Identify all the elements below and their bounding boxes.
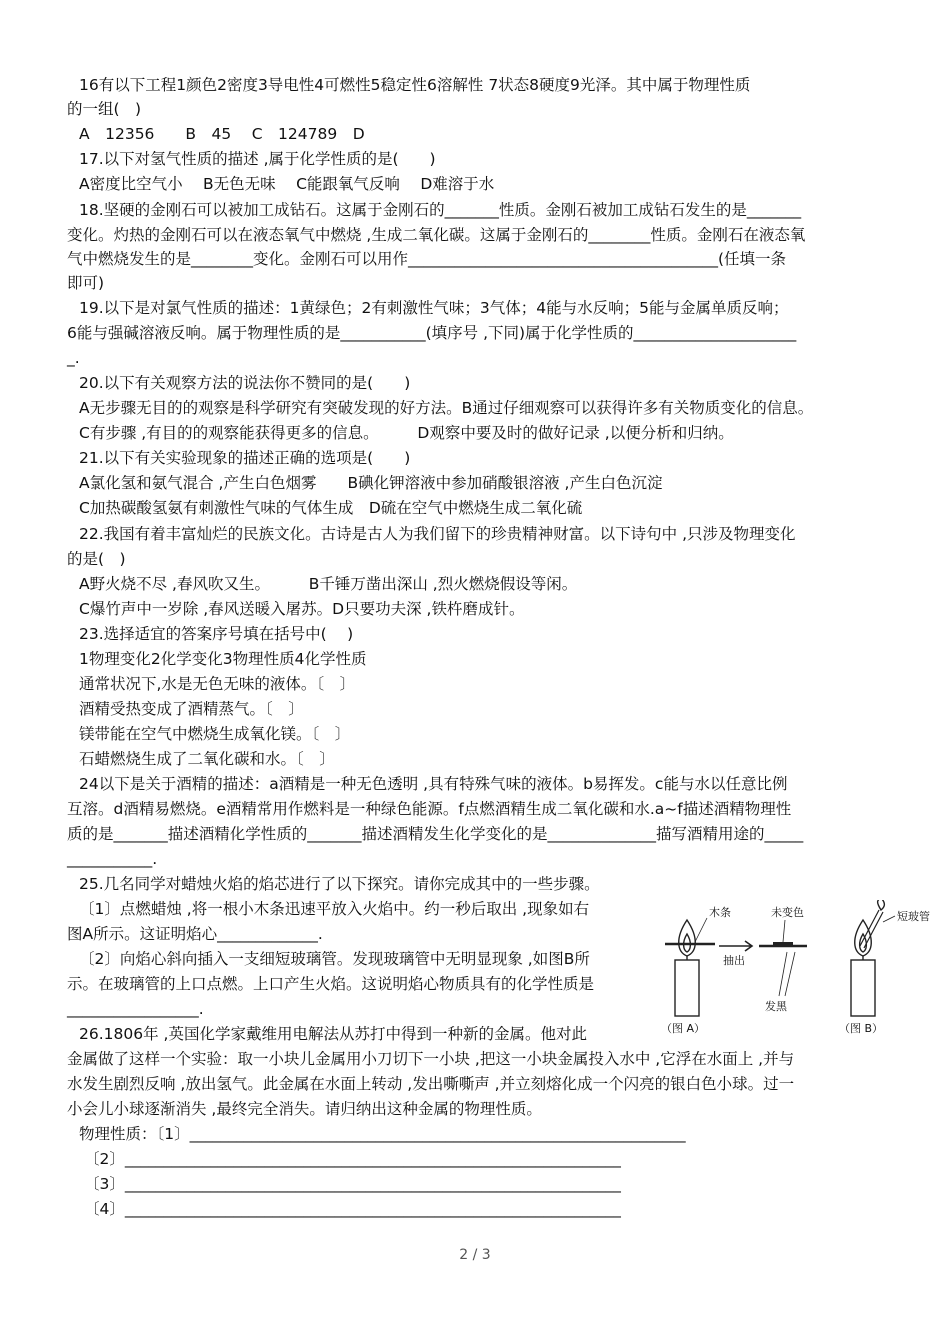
figure-b bbox=[839, 900, 930, 1035]
line-text: C加热碳酸氢氨有刺激性气味的气体生成 D硫在空气中燃烧生成二氧化硫 bbox=[79, 499, 583, 517]
page-number: 2 / 3 bbox=[459, 1247, 491, 1263]
line-text: 26.1806年 ,英国化学家戴维用电解法从苏打中得到一种新的金属。他对此 bbox=[79, 1025, 587, 1043]
line-text: 〔4〕________________________________________________________________ bbox=[84, 1200, 621, 1218]
label-wood: 木条 bbox=[709, 906, 731, 919]
tube-flame bbox=[878, 900, 885, 910]
line-text: 20.以下有关观察方法的说法你不赞同的是( ) bbox=[79, 374, 411, 392]
line-text: 〔3〕________________________________________________________________ bbox=[84, 1175, 621, 1193]
line-text: 质的是_______描述酒精化学性质的_______描述酒精发生化学变化的是______________描写酒精用途的_____ bbox=[67, 825, 804, 843]
line-text: 示。在玻璃管的上口点燃。上口产生火焰。这说明焰心物质具有的化学性质是 bbox=[67, 975, 595, 993]
label-black: 发黑 bbox=[765, 1000, 787, 1013]
pointer-glass bbox=[883, 916, 895, 922]
pointer-unchanged bbox=[783, 920, 785, 942]
line-text: 〔2〕向焰心斜向插入一支细短玻璃管。发现玻璃管中无明显现象 ,如图B所 bbox=[79, 950, 590, 968]
line-text: A 12356 B 45 C 124789 D bbox=[79, 125, 365, 143]
line-text: 1物理变化2化学变化3物理性质4化学性质 bbox=[79, 650, 367, 668]
line-text: 水发生剧烈反响 ,放出氢气。此金属在水面上转动 ,发出嘶嘶声 ,并立刻熔化成一个闪亮的银白色小球。过一 bbox=[67, 1075, 795, 1093]
pointer-black-1 bbox=[779, 952, 787, 996]
line-text: 的一组( ) bbox=[67, 100, 142, 118]
line-text: 23.选择适宜的答案序号填在括号中( ) bbox=[79, 625, 354, 643]
line-text: _. bbox=[67, 349, 80, 367]
caption-b: （图 B） bbox=[839, 1022, 884, 1035]
line-text: 〔2〕________________________________________________________________ bbox=[84, 1150, 621, 1168]
line-text: A密度比空气小 B无色无味 C能跟氧气反响 D难溶于水 bbox=[79, 175, 495, 193]
line-text: _________________. bbox=[67, 1000, 204, 1018]
arrow-icon bbox=[719, 941, 752, 951]
caption-a: （图 A） bbox=[661, 1022, 706, 1035]
line-text: 变化。灼热的金刚石可以在液态氧气中燃烧 ,生成二氧化碳。这属于金刚石的________性质。金刚石在液态氧 bbox=[67, 226, 806, 244]
pointer-wood bbox=[695, 918, 707, 942]
line-text: 24以下是关于酒精的描述：a酒精是一种无色透明 ,具有特殊气味的液体。b易挥发。c能与水以任意比例 bbox=[79, 775, 788, 793]
line-text: 金属做了这样一个实验：取一小块儿金属用小刀切下一小块 ,把这一小块金属投入水中 ,它浮在水面上 ,并与 bbox=[67, 1050, 795, 1068]
line-text: 25.几名同学对蜡烛火焰的焰芯进行了以下探究。请你完成其中的一些步骤。 bbox=[79, 875, 600, 893]
candle-a bbox=[675, 960, 699, 1016]
line-text: 17.以下对氢气性质的描述 ,属于化学性质的是( ) bbox=[79, 150, 436, 168]
line-text: 气中燃烧发生的是________变化。金刚石可以用作________________________________________(任填一条 bbox=[67, 250, 787, 268]
label-unchanged: 未变色 bbox=[771, 906, 804, 919]
line-text: 〔1〕点燃蜡烛 ,将一根小木条迅速平放入火焰中。约一秒后取出 ,现象如右 bbox=[79, 900, 590, 918]
line-text: 图A所示。这证明焰心_____________. bbox=[67, 925, 323, 943]
line-text: 16有以下工程1颜色2密度3导电性4可燃性5稳定性6溶解性 7状态8硬度9光泽。其中属于物理性质 bbox=[79, 76, 751, 94]
line-text: 石蜡燃烧生成了二氧化碳和水。〔 〕 bbox=[79, 750, 335, 768]
candle-figure bbox=[655, 900, 947, 1040]
line-text: 互溶。d酒精易燃烧。e酒精常用作燃料是一种绿色能源。f点燃酒精生成二氧化碳和水.a~f描述酒精物理性 bbox=[67, 800, 792, 818]
line-text: 19.以下是对氯气性质的描述：1黄绿色；2有刺激性气味；3气体；4能与水反响；5能与金属单质反响； bbox=[79, 299, 789, 317]
label-glass: 短玻管 bbox=[897, 910, 930, 923]
pointer-black-2 bbox=[785, 952, 795, 996]
line-text: 即可) bbox=[67, 274, 105, 292]
line-text: C有步骤 ,有目的的观察能获得更多的信息。 D观察中要及时的做好记录 ,以便分析和归纳。 bbox=[79, 424, 734, 442]
line-text: 酒精受热变成了酒精蒸气。〔 〕 bbox=[79, 700, 304, 718]
line-text: A无步骤无目的的观察是科学研究有突破发现的好方法。B通过仔细观察可以获得许多有关物质变化的信息。 bbox=[79, 399, 814, 417]
line-text: 18.坚硬的金刚石可以被加工成钻石。这属于金刚石的_______性质。金刚石被加工成钻石发生的是_______ bbox=[79, 201, 802, 219]
line-text: 的是( ) bbox=[67, 550, 126, 568]
line-text: 6能与强碱溶液反响。属于物理性质的是___________(填序号 ,下同)属于化学性质的_____________________ bbox=[67, 324, 797, 342]
figure-a bbox=[661, 905, 807, 1035]
label-pullout: 抽出 bbox=[723, 954, 745, 967]
line-text: 21.以下有关实验现象的描述正确的选项是( ) bbox=[79, 449, 411, 467]
line-text: 通常状况下,水是无色无味的液体。〔 〕 bbox=[79, 675, 356, 693]
line-text: A野火烧不尽 ,春风吹又生。 B千锤万凿出深山 ,烈火燃烧假设等闲。 bbox=[79, 575, 578, 593]
line-text: 22.我国有着丰富灿烂的民族文化。古诗是古人为我们留下的珍贵精神财富。以下诗句中 ,只涉及物理变化 bbox=[79, 525, 796, 543]
line-text: ___________. bbox=[67, 850, 158, 868]
line-text: C爆竹声中一岁除 ,春风送暖入屠苏。D只要功夫深 ,铁杵磨成针。 bbox=[79, 600, 525, 618]
candle-b bbox=[851, 960, 875, 1016]
flame-a bbox=[679, 920, 696, 956]
line-text: 镁带能在空气中燃烧生成氧化镁。〔 〕 bbox=[79, 725, 351, 743]
line-text: 小会儿小球逐渐消失 ,最终完全消失。请归纳出这种金属的物理性质。 bbox=[67, 1100, 542, 1118]
line-text: A氯化氢和氨气混合 ,产生白色烟雾 B碘化钾溶液中参加硝酸银溶液 ,产生白色沉淀 bbox=[79, 474, 663, 492]
line-text: 物理性质：〔1〕________________________________________________________________ bbox=[79, 1125, 686, 1143]
